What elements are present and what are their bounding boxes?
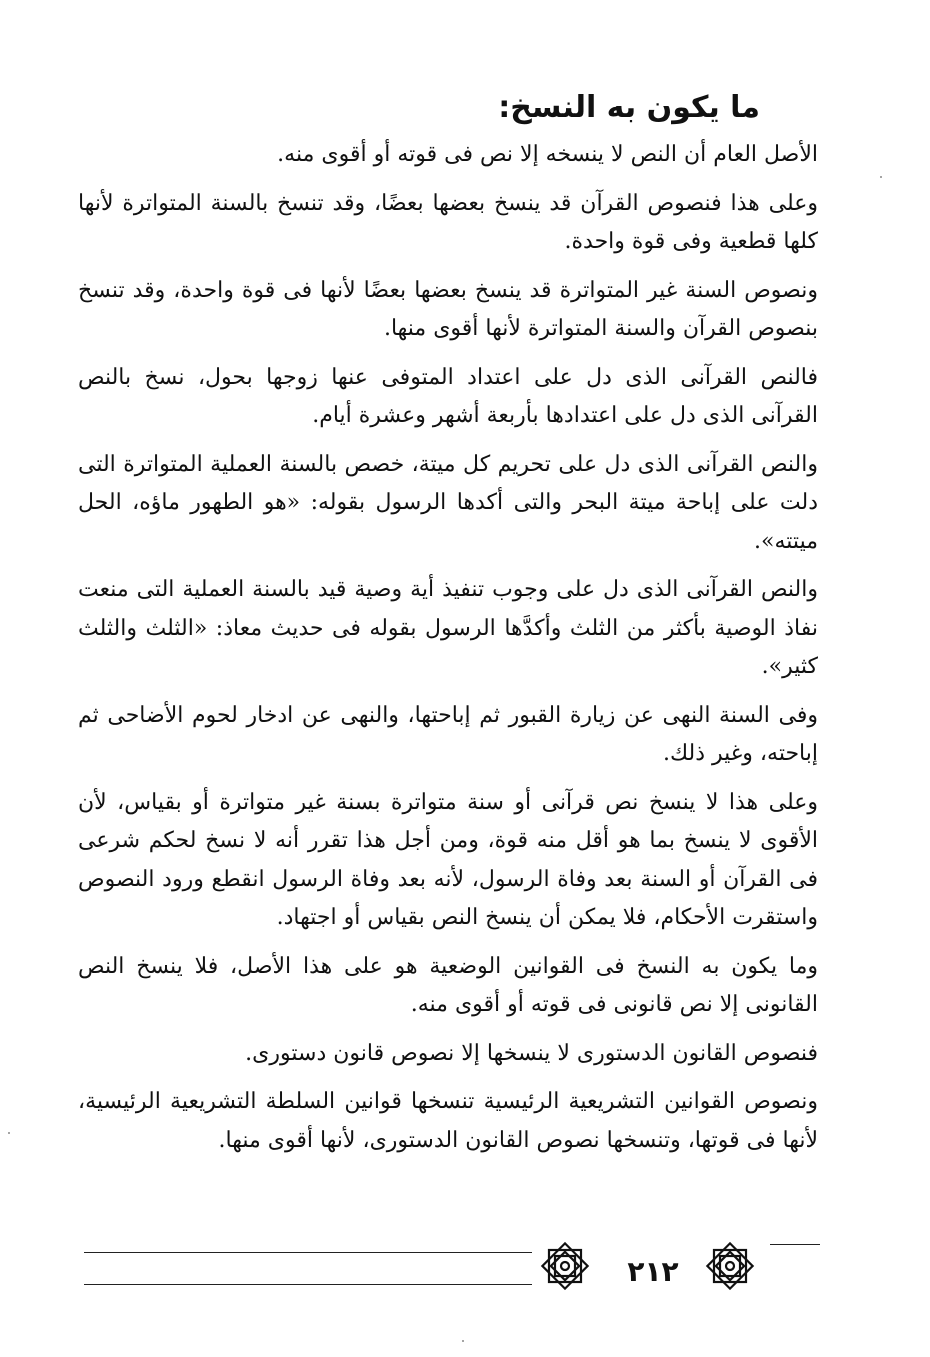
paragraph: وعلى هذا لا ينسخ نص قرآنى أو سنة متواترة بسنة غير متواترة أو بقياس، لأن الأقوى لا ينسخ بما هو أقل منه قوة، ومن أجل هذا تقرر أنه لا نسخ لحكم شرعى فى القرآن أو السنة بعد وفاة الرسول، لأنه بعد وفاة الرسول انقطع ورود النصوص واستقرت الأحكام، فلا يمكن أن ينسخ النص بقياس أو اجتهاد. [78, 789, 818, 930]
body-text [78, 136, 818, 1170]
paragraph: والنص القرآنى الذى دل على تحريم كل ميتة، خصص بالسنة العملية المتواترة التى دلت على إباحة ميتة البحر والتى أكدها الرسول بقوله: «هو الطهور ماؤه، الحل ميتته». [78, 451, 818, 554]
paragraph: فنصوص القانون الدستورى لا ينسخها إلا نصوص قانون دستورى. [245, 1040, 818, 1066]
footer-rule-left-top [84, 1252, 532, 1253]
paragraph: الأصل العام أن النص لا ينسخه إلا نص فى قوته أو أقوى منه. [277, 142, 818, 167]
star-ornament-icon [700, 1236, 760, 1296]
star-ornament-icon [535, 1236, 595, 1296]
section-heading: ما يكون به النسخ: [498, 90, 760, 125]
paragraph: وما يكون به النسخ فى القوانين الوضعية هو على هذا الأصل، فلا ينسخ النص القانونى إلا نص قانونى فى قوته أو أقوى منه. [78, 953, 818, 1017]
scan-speck [462, 1340, 464, 1342]
paragraph: والنص القرآنى الذى دل على وجوب تنفيذ أية وصية قيد بالسنة العملية التى منعت نفاذ الوصية بأكثر من الثلث وأكدَّها الرسول بقوله فى حديث معاذ: «الثلث والثلث كثير». [78, 577, 818, 679]
scan-speck [880, 176, 882, 178]
footer-rule-right [770, 1244, 820, 1245]
paragraph: ونصوص القوانين التشريعية الرئيسية تنسخها قوانين السلطة التشريعية الرئيسية، لأنها فى قوتها، وتنسخها نصوص القانون الدستورى، لأنها أقوى منها. [78, 1089, 818, 1153]
paragraph: وعلى هذا فنصوص القرآن قد ينسخ بعضها بعضًا، وقد تنسخ بالسنة المتواترة لأنها كلها قطعية وفى قوة واحدة. [78, 190, 818, 254]
page-number: ٢١٢ [627, 1255, 679, 1288]
paragraph: فالنص القرآنى الذى دل على اعتداد المتوفى عنها زوجها بحول، نسخ بالنص القرآنى الذى دل على اعتدادها بأربعة أشهر وعشرة أيام. [78, 364, 818, 428]
paragraph: وفى السنة النهى عن زيارة القبور ثم إباحتها، والنهى عن ادخار لحوم الأضاحى ثم إباحته، وغير ذلك. [78, 702, 818, 766]
paragraph: ونصوص السنة غير المتواترة قد ينسخ بعضها بعضًا لأنها فى قوة واحدة، وقد تنسخ بنصوص القرآن والسنة المتواترة لأنها أقوى منها. [78, 277, 819, 341]
scan-speck [8, 1132, 10, 1134]
footer-rule-left-bottom [84, 1284, 532, 1285]
